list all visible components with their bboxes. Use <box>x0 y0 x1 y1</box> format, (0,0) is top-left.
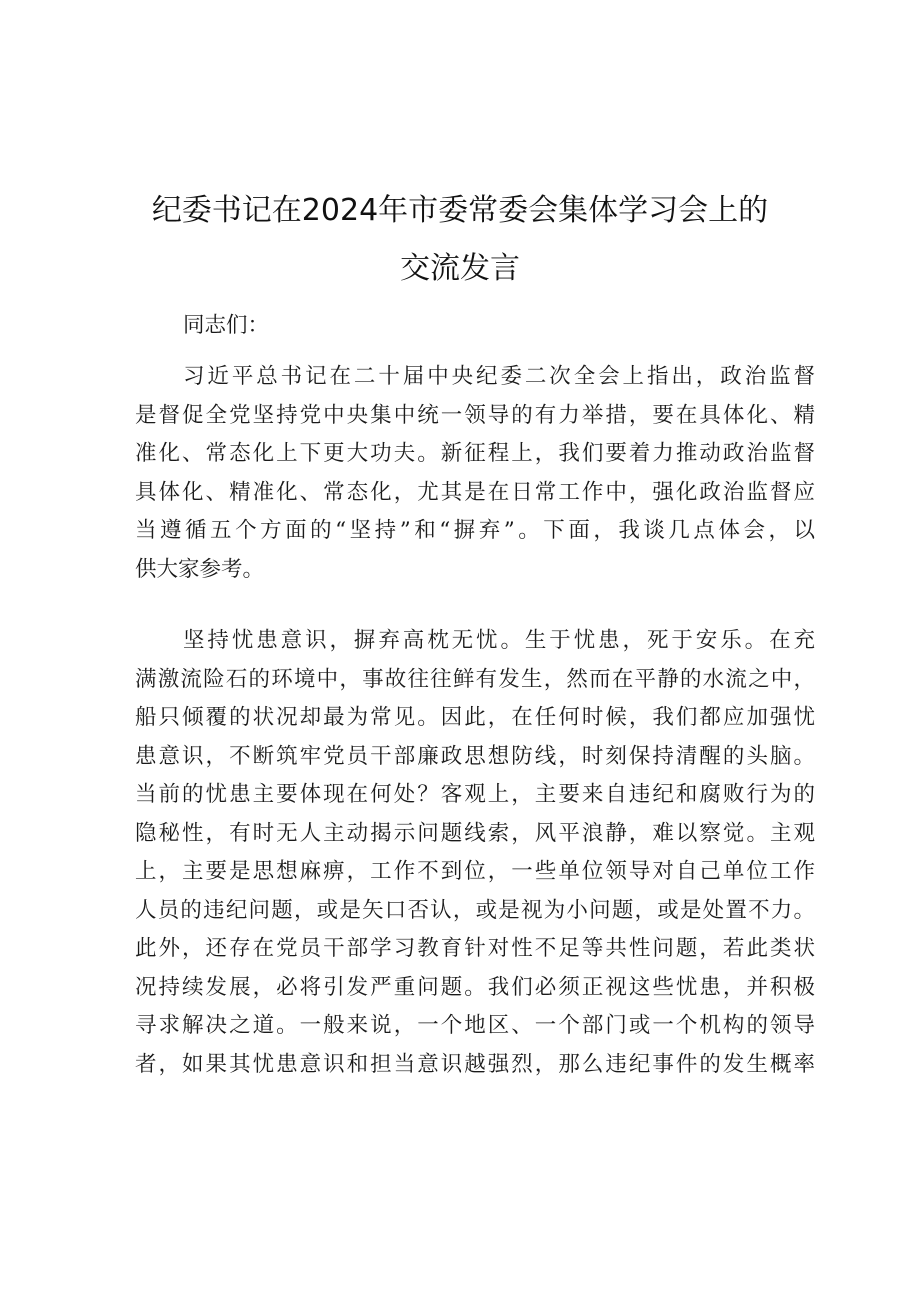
paragraph-line: 者，如果其忧患意识和担当意识越强烈，那么违纪事件的发生概率 <box>135 1051 815 1077</box>
paragraph-line: 此外，还存在党员干部学习教育针对性不足等共性问题，若此类状 <box>135 936 815 961</box>
paragraph-line: 船只倾覆的状况却最为常见。因此，在任何时候，我们都应加强忧 <box>135 705 815 730</box>
paragraph-line: 人员的违纪问题，或是矢口否认，或是视为小问题，或是处置不力。 <box>135 897 815 923</box>
paragraph-line: 是督促全党坚持党中央集中统一领导的有力举措，要在具体化、精 <box>135 402 815 428</box>
paragraph-line: 当遵循五个方面的“坚持”和“摒弃”。下面，我谈几点体会，以 <box>135 518 815 543</box>
paragraph-line: 寻求解决之道。一般来说，一个地区、一个部门或一个机构的领导 <box>135 1013 815 1038</box>
paragraph-line: 当前的忧患主要体现在何处？客观上，主要来自违纪和腐败行为的 <box>135 782 815 807</box>
document-title-line-1: 纪委书记在2024年市委常委会集体学习会上的 <box>151 193 769 228</box>
paragraph-line: 具体化、精准化、常态化，尤其是在日常工作中，强化政治监督应 <box>135 479 815 505</box>
paragraph-line: 隐秘性，有时无人主动揭示问题线索，风平浪静，难以察觉。主观 <box>135 820 815 846</box>
paragraph-line: 上，主要是思想麻痹，工作不到位，一些单位领导对自己单位工作 <box>135 859 815 884</box>
paragraph-1 <box>135 358 815 589</box>
paragraph-line: 满激流险石的环境中，事故往往鲜有发生，然而在平静的水流之中， <box>135 666 815 692</box>
paragraph-line: 习近平总书记在二十届中央纪委二次全会上指出，政治监督 <box>183 364 815 389</box>
paragraph-line: 坚持忧患意识，摒弃高枕无忧。生于忧患，死于安乐。在充 <box>183 628 815 653</box>
salutation: 同志们： <box>183 313 270 338</box>
paragraph-line: 况持续发展，必将引发严重问题。我们必须正视这些忧患，并积极 <box>135 974 815 1000</box>
paragraph-2 <box>135 622 815 1084</box>
paragraph-line: 患意识，不断筑牢党员干部廉政思想防线，时刻保持清醒的头脑。 <box>135 743 815 769</box>
paragraph-line: 供大家参考。 <box>135 556 265 582</box>
paragraph-line: 准化、常态化上下更大功夫。新征程上，我们要着力推动政治监督 <box>135 441 815 466</box>
document-title-line-2: 交流发言 <box>400 251 520 286</box>
